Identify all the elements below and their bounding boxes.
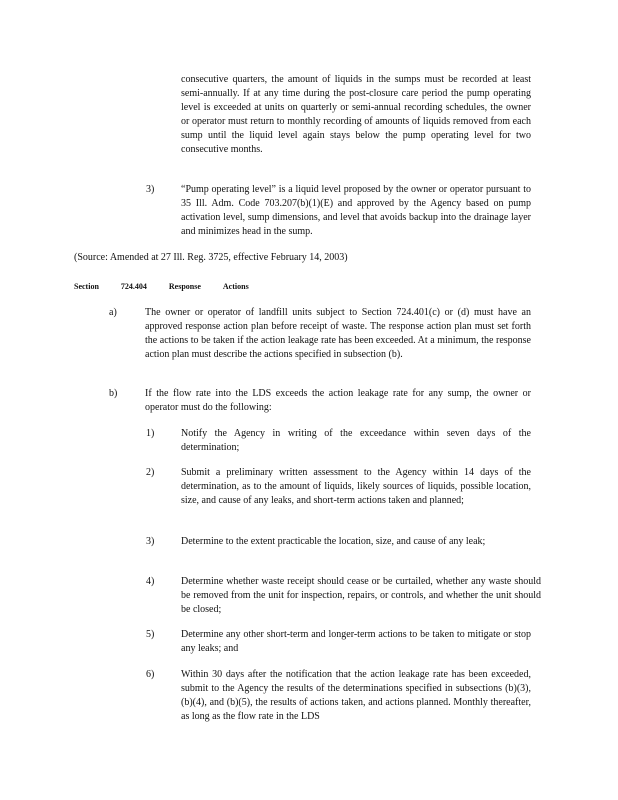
para-b-label: b) <box>109 388 118 399</box>
sub-item-3-text: Determine to the extent practicable the location, size, and cause of any leak; <box>181 536 486 547</box>
sub-item-1-label: 1) <box>146 428 155 439</box>
section-title-actions: Actions <box>222 282 249 291</box>
para-a-text: The owner or operator of landfill units subject to Section 724.401(c) or (d) must have an approved response action plan before receipt of waste. The response action plan must set forth the actions to be taken if the action leakage rate has been exceeded. At a minimum, the response action plan must describe the actions specified in subsection (b). <box>145 307 531 360</box>
section-title-response: Response <box>168 282 201 291</box>
section-label: Section <box>74 282 99 291</box>
sub-item-1-text: Notify the Agency in writing of the exceedance within seven days of the determination; <box>181 428 531 453</box>
item-3-text: “Pump operating level” is a liquid level proposed by the owner or operator pursuant to 35 Ill. Adm. Code 703.207(b)(1)(E) and approved by the Agency based on pump activation level, sump dimensions, and level that avoids backup into the drainage layer and minimizes head in the sump. <box>181 184 531 237</box>
sub-item-4-label: 4) <box>146 576 155 587</box>
sub-item-3-label: 3) <box>146 536 155 547</box>
source-note: (Source: Amended at 27 Ill. Reg. 3725, effective February 14, 2003) <box>74 252 348 263</box>
sub-item-6-text: Within 30 days after the notification that the action leakage rate has been exceeded, submit to the Agency the results of the determinations specified in subsections (b)(3), (b)(4), and (b)(5), the results of actions taken, and actions planned. Monthly thereafter, as long as the flow rate in the LDS <box>181 669 531 722</box>
sub-item-2-label: 2) <box>146 467 155 478</box>
item-3-label: 3) <box>146 184 155 195</box>
section-heading <box>74 281 271 293</box>
sub-item-2-text: Submit a preliminary written assessment to the Agency within 14 days of the determination, as to the amount of liquids, likely sources of liquids, possible location, size, and cause of any leaks, and short-term actions taken and planned; <box>181 467 531 506</box>
sub-item-6-label: 6) <box>146 669 155 680</box>
continuation-paragraph: consecutive quarters, the amount of liquids in the sumps must be recorded at least semi-annually. If at any time during the post-closure care period the pump operating level is exceeded at units on quarterly or semi-annual recording schedules, the owner or operator must return to monthly recording of amounts of liquids removed from each sump until the liquid level again stays below the pump operating level for two consecutive months. <box>181 74 531 155</box>
para-b-text: If the flow rate into the LDS exceeds the action leakage rate for any sump, the owner or operator must do the following: <box>145 388 531 413</box>
sub-item-5-label: 5) <box>146 629 155 640</box>
section-number: 724.404 <box>120 282 147 291</box>
sub-item-4-text: Determine whether waste receipt should cease or be curtailed, whether any waste should be removed from the unit for inspection, repairs, or controls, and whether the unit should be closed; <box>181 576 541 615</box>
para-a-label: a) <box>109 307 117 318</box>
sub-item-5-text: Determine any other short-term and longer-term actions to be taken to mitigate or stop any leaks; and <box>181 629 531 654</box>
